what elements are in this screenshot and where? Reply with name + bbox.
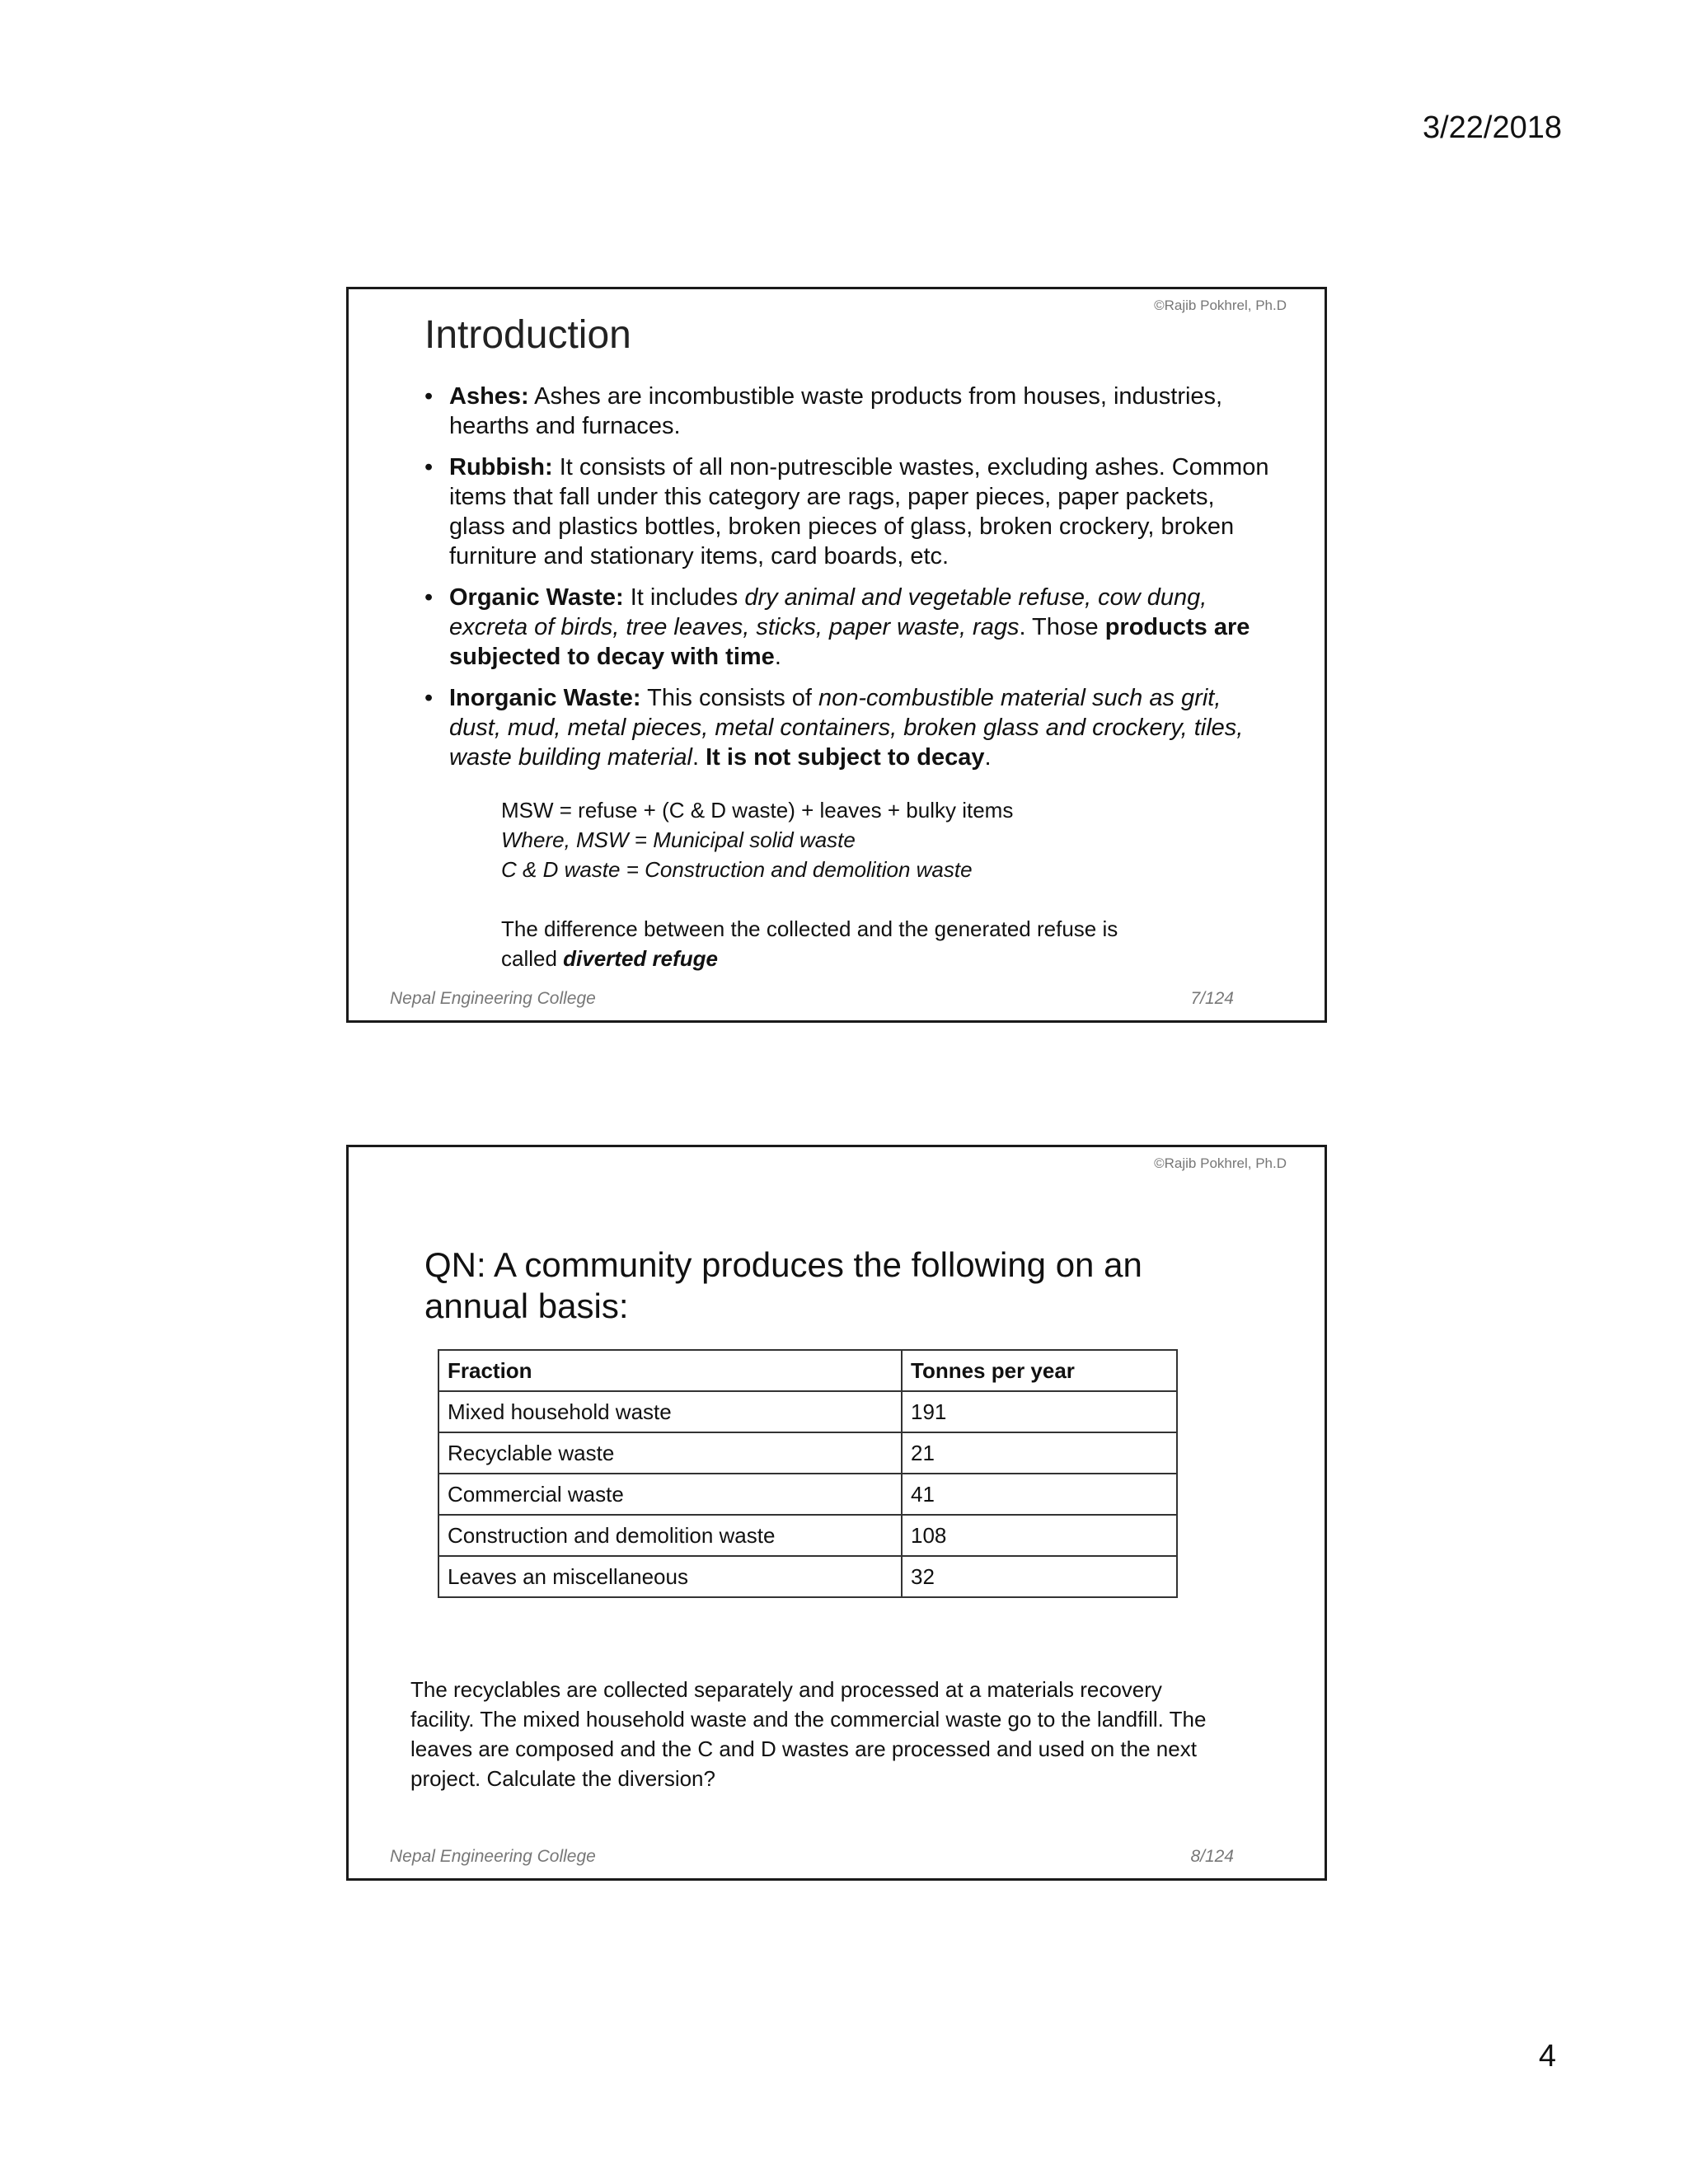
- bullet-italic: non-combustible material such as grit, dust, mud, metal pieces, metal containers, broken glass and crockery, tiles, waste building material: [449, 685, 1244, 771]
- table-header-cell: Fraction: [438, 1350, 902, 1391]
- slide-question: [346, 1145, 1327, 1881]
- diverted-term: diverted refuge: [563, 946, 718, 971]
- bullet-rubbish: • Rubbish: It consists of all non-putrescible wastes, excluding ashes. Common items that fall under this category are rags, paper pieces, paper packets, glass and plastics bottles, broken pieces of glass, broken crockery, broken furniture and stationary items, card boards, etc.: [424, 454, 1269, 569]
- table-row: [438, 1432, 1177, 1474]
- bullet-text: . Those: [1019, 614, 1105, 640]
- bullet-term: Inorganic Waste:: [449, 685, 641, 711]
- diverted-text-line2: [501, 944, 1118, 973]
- bullet-text: Ashes are incombustible waste products from houses, industries, hearths and furnaces.: [449, 383, 1223, 439]
- bullet-italic: dry animal and vegetable refuse, cow dung, excreta of birds, tree leaves, sticks, paper waste, rags: [449, 584, 1207, 640]
- bullet-tail: .: [984, 744, 992, 771]
- waste-table: [438, 1349, 1178, 1598]
- table-row: [438, 1391, 1177, 1432]
- bullet-organic-waste: • Organic Waste: It includes dry animal and vegetable refuse, cow dung, excreta of birds, tree leaves, sticks, paper waste, rags. Those products are subjected to decay with time.: [424, 584, 1250, 670]
- table-row: [438, 1515, 1177, 1556]
- bullet-term: Organic Waste:: [449, 584, 624, 611]
- bullet-text: This consists of: [640, 685, 819, 711]
- table-cell: 108: [902, 1515, 1177, 1556]
- table-row: [438, 1556, 1177, 1597]
- footer-slide-number: 8/124: [1190, 1847, 1234, 1866]
- copyright-text: ©Rajib Pokhrel, Ph.D: [1154, 298, 1287, 313]
- table-header-row: [438, 1350, 1177, 1391]
- table-cell: 41: [902, 1474, 1177, 1515]
- msw-formula: MSW = refuse + (C & D waste) + leaves + bulky items: [501, 798, 1014, 823]
- bullet-list: [424, 382, 1273, 784]
- slide-title: Introduction: [424, 313, 631, 357]
- slide-title: QN: A community produces the following on an annual basis:: [424, 1245, 1142, 1325]
- footer-slide-number: 7/124: [1190, 989, 1234, 1008]
- diverted-prefix: called: [501, 946, 564, 971]
- page-date: 3/22/2018: [1422, 110, 1562, 145]
- table-header-cell: Tonnes per year: [902, 1350, 1177, 1391]
- table-cell: Recyclable waste: [438, 1432, 902, 1474]
- bullet-text: It includes: [623, 584, 745, 611]
- bullet-inorganic-waste: • Inorganic Waste: This consists of non-combustible material such as grit, dust, mud, metal pieces, metal containers, broken glass and crockery, tiles, waste building material. It is not subject to decay.: [424, 685, 1244, 771]
- table-cell: 32: [902, 1556, 1177, 1597]
- bullet-ashes: • Ashes: Ashes are incombustible waste products from houses, industries, hearths and furnaces.: [424, 383, 1223, 439]
- table-cell: 191: [902, 1391, 1177, 1432]
- diverted-text-line1: The difference between the collected and the generated refuse is: [501, 916, 1118, 941]
- table-cell: Leaves an miscellaneous: [438, 1556, 902, 1597]
- bullet-tail: .: [774, 644, 781, 670]
- msw-definition: Where, MSW = Municipal solid waste: [501, 827, 856, 852]
- bullet-term: Ashes:: [449, 383, 529, 410]
- bullet-bold: products are subjected to decay with time: [449, 614, 1250, 670]
- table-cell: Commercial waste: [438, 1474, 902, 1515]
- slide-introduction: [346, 287, 1327, 1023]
- table-cell: Mixed household waste: [438, 1391, 902, 1432]
- bullet-text: It consists of all non-putrescible wastes, excluding ashes. Common items that fall under this category are rags, paper pieces, paper packets, glass and plastics bottles, broken pieces of glass, broken crockery, broken furniture and stationary items, card boards, etc.: [449, 454, 1269, 569]
- table-row: [438, 1474, 1177, 1515]
- table-cell: Construction and demolition waste: [438, 1515, 902, 1556]
- formula-block: [501, 795, 1118, 973]
- copyright-text: ©Rajib Pokhrel, Ph.D: [1154, 1155, 1287, 1171]
- question-paragraph: The recyclables are collected separately and processed at a materials recovery facility. The mixed household waste and the commercial waste go to the landfill. The leaves are composed and the C and D wastes are processed and used on the next project. Calculate the diversion?: [410, 1677, 1207, 1791]
- footer-institution: Nepal Engineering College: [390, 1847, 596, 1866]
- bullet-text: .: [692, 744, 706, 771]
- table-cell: 21: [902, 1432, 1177, 1474]
- footer-institution: Nepal Engineering College: [390, 989, 596, 1008]
- bullet-bold: It is not subject to decay: [706, 744, 985, 771]
- cd-definition: C & D waste = Construction and demolition waste: [501, 857, 973, 882]
- bullet-term: Rubbish:: [449, 454, 553, 480]
- page-number: 4: [1538, 2039, 1556, 2074]
